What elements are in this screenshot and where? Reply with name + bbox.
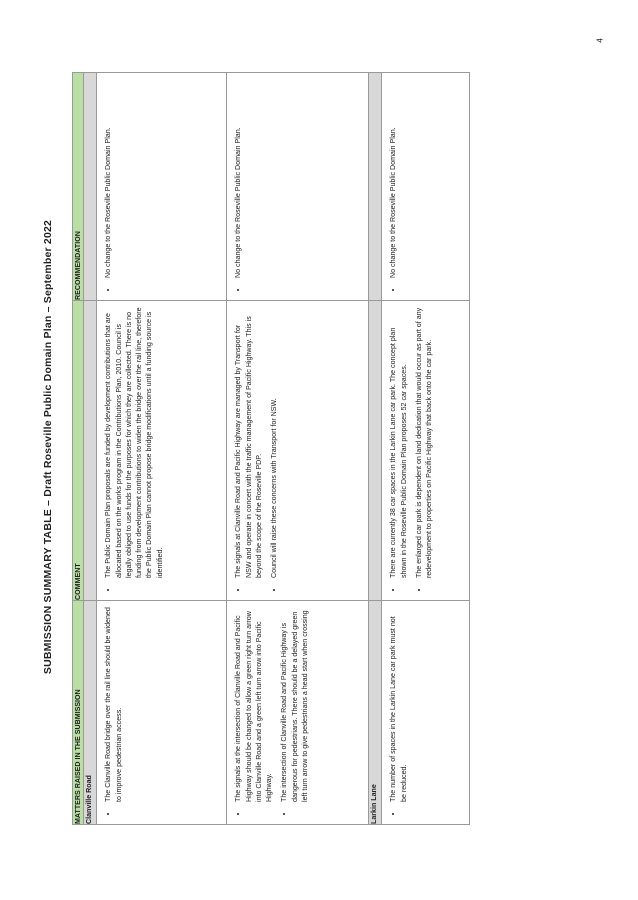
list-item: • The Clanville Road bridge over the rail line should be widened to improve pedestrian access. — [103, 607, 124, 804]
list-item: • The enlarged car park is dependent on land dedication that would occur as part of any redevelopment to properties on Pacific Highway that back onto the car park. — [414, 307, 435, 580]
section-spacer — [84, 73, 97, 301]
list-item: • No change to the Roseville Public Domain Plan. — [388, 79, 398, 280]
table-header-row — [73, 73, 84, 825]
section-row-clanville-road — [84, 73, 97, 825]
list-item: • The Public Domain Plan proposals are funded by development contributions that are allocated based on the works program in the Contributions Plan, 2010. Council is legally obliged to use funds for the purposes for which they are collected. There is no funding from development contributions to widen the bridge over the rail line, therefore the Public Domain Plan cannot propose bridge modifications until a funding source is identified. — [103, 307, 165, 580]
section-label-larkin-lane: Larkin Lane — [369, 601, 382, 825]
section-spacer — [84, 301, 97, 601]
section-spacer — [369, 301, 382, 601]
header-comment: COMMENT — [73, 301, 84, 601]
comment-cell — [227, 301, 369, 601]
list-item: • No change to the Roseville Public Domain Plan. — [103, 79, 113, 280]
list-item: • No change to the Roseville Public Domain Plan. — [233, 79, 243, 280]
comment-cell — [382, 301, 470, 601]
list-item: • The number of spaces in the Larkin Lane car park must not be reduced. — [388, 607, 409, 804]
table-row — [382, 73, 470, 825]
table-row — [227, 73, 369, 825]
list-item: • The signals at the intersection of Clanville Road and Pacific Highway should be changed to allow a green right turn arrow into Clanville Road and a green left turn arrow into Pacific Highway. — [233, 607, 274, 804]
header-recommendation: RECOMMENDATION — [73, 73, 84, 301]
section-label-clanville-road: Clanville Road — [84, 601, 97, 825]
list-item: • Council will raise these concerns with Transport for NSW. — [269, 307, 279, 580]
matters-cell — [227, 601, 369, 825]
comment-cell — [97, 301, 227, 601]
submission-summary-table — [72, 72, 470, 825]
list-item: • There are currently 38 car spaces in the Larkin Lane car park. The concept plan shown in the Roseville Public Domain Plan proposes 52 car spaces. — [388, 307, 409, 580]
section-spacer — [369, 73, 382, 301]
recommendation-cell — [227, 73, 369, 301]
section-row-larkin-lane — [369, 73, 382, 825]
matters-cell — [382, 601, 470, 825]
matters-cell — [97, 601, 227, 825]
table-row — [97, 73, 227, 825]
recommendation-cell — [382, 73, 470, 301]
rotated-page-content — [42, 62, 482, 832]
header-matters: MATTERS RAISED IN THE SUBMISSION — [73, 601, 84, 825]
page-number: 4 — [595, 38, 605, 43]
recommendation-cell — [97, 73, 227, 301]
list-item: • The signals at Clanville Road and Pacific Highway are managed by Transport for NSW and operate in concert with the traffic management of Pacific Highway. This is beyond the scope of the Roseville PDP. — [233, 307, 264, 580]
document-title: SUBMISSION SUMMARY TABLE – Draft Roseville Public Domain Plan – September 2022 — [42, 219, 54, 675]
list-item: • The intersection of Clanville Road and Pacific Highway is dangerous for pedestrians. There should be a delayed green left turn arrow to give pedestrians a head start when crossing — [279, 607, 310, 804]
